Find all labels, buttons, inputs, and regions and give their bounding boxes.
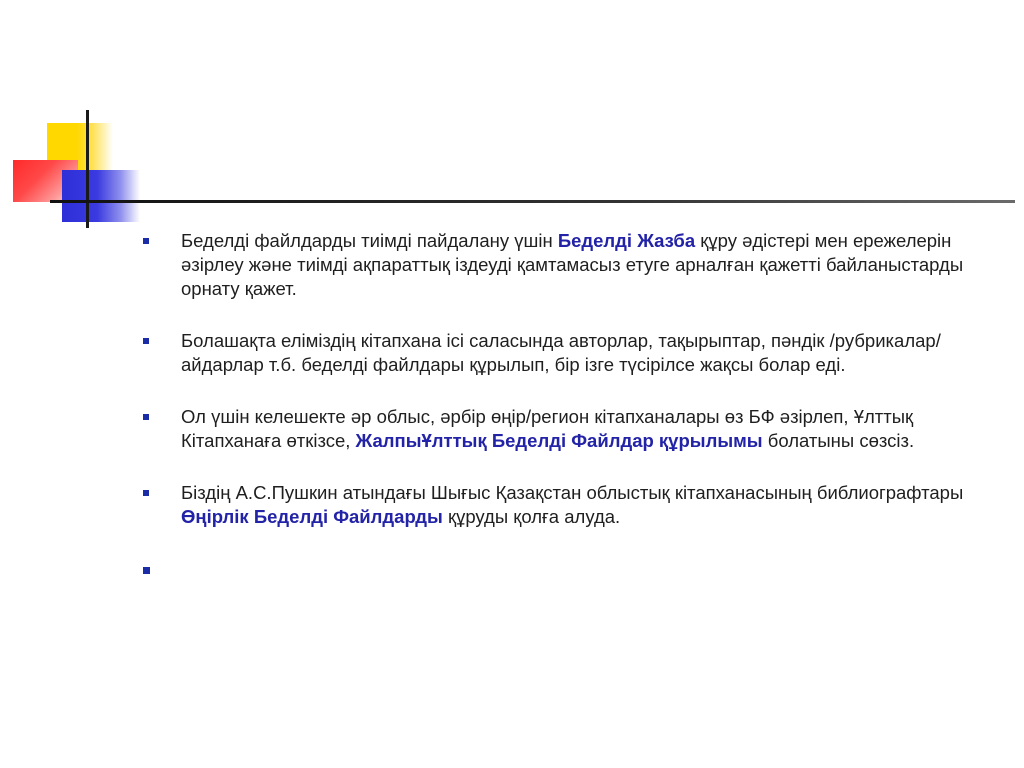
colored-squares-logo bbox=[0, 0, 140, 240]
bullet-list bbox=[142, 229, 987, 609]
bullet-item-empty bbox=[142, 557, 987, 581]
bullet-text: Біздің А.С.Пушкин атындағы Шығыс Қазақстан облыстық кітапханасының библиографтары bbox=[181, 482, 964, 503]
bullet-text: болатыны сөзсіз. bbox=[762, 430, 915, 451]
bullet-text: құруды қолға алуда. bbox=[442, 506, 621, 527]
bullet-item-3 bbox=[142, 405, 987, 453]
square-bullet-icon bbox=[143, 567, 150, 574]
square-bullet-icon bbox=[143, 338, 149, 344]
bullet-text: Ол үшін келешекте әр облыс, әрбір өңір/регион кітапханалары өз БФ әзірлеп, Ұлттық Кітапханаға өткізсе, bbox=[181, 406, 914, 451]
logo-blue-square bbox=[62, 170, 140, 222]
square-bullet-icon bbox=[143, 238, 149, 244]
square-bullet-icon bbox=[143, 490, 149, 496]
bullet-text: құру әдістері мен ережелерін әзірлеу және тиімді ақпараттық іздеуді қамтамасыз етуге арналған қажетті байланыстарды орнату қажет. bbox=[181, 230, 964, 299]
bullet-item-4 bbox=[142, 481, 987, 529]
bullet-highlight: ЖалпыҰлттық Беделді Файлдар құрылымы bbox=[355, 430, 763, 451]
bullet-item-1 bbox=[142, 229, 987, 301]
bullet-text: Болашақта еліміздің кітапхана ісі саласында авторлар, тақырыптар, пәндік /рубрикалар/айдарлар т.б. беделді файлдары құрылып, бір ізге түсірілсе жақсы болар еді. bbox=[181, 330, 941, 375]
bullet-text: Беделді файлдарды тиімді пайдалану үшін bbox=[181, 230, 558, 251]
logo-vertical-line bbox=[86, 110, 89, 228]
square-bullet-icon bbox=[143, 414, 149, 420]
bullet-highlight: Өңірлік Беделді Файлдарды bbox=[181, 506, 443, 527]
bullet-highlight: Беделді Жазба bbox=[557, 230, 696, 251]
title-divider-line bbox=[50, 200, 1015, 203]
bullet-item-2 bbox=[142, 329, 987, 377]
